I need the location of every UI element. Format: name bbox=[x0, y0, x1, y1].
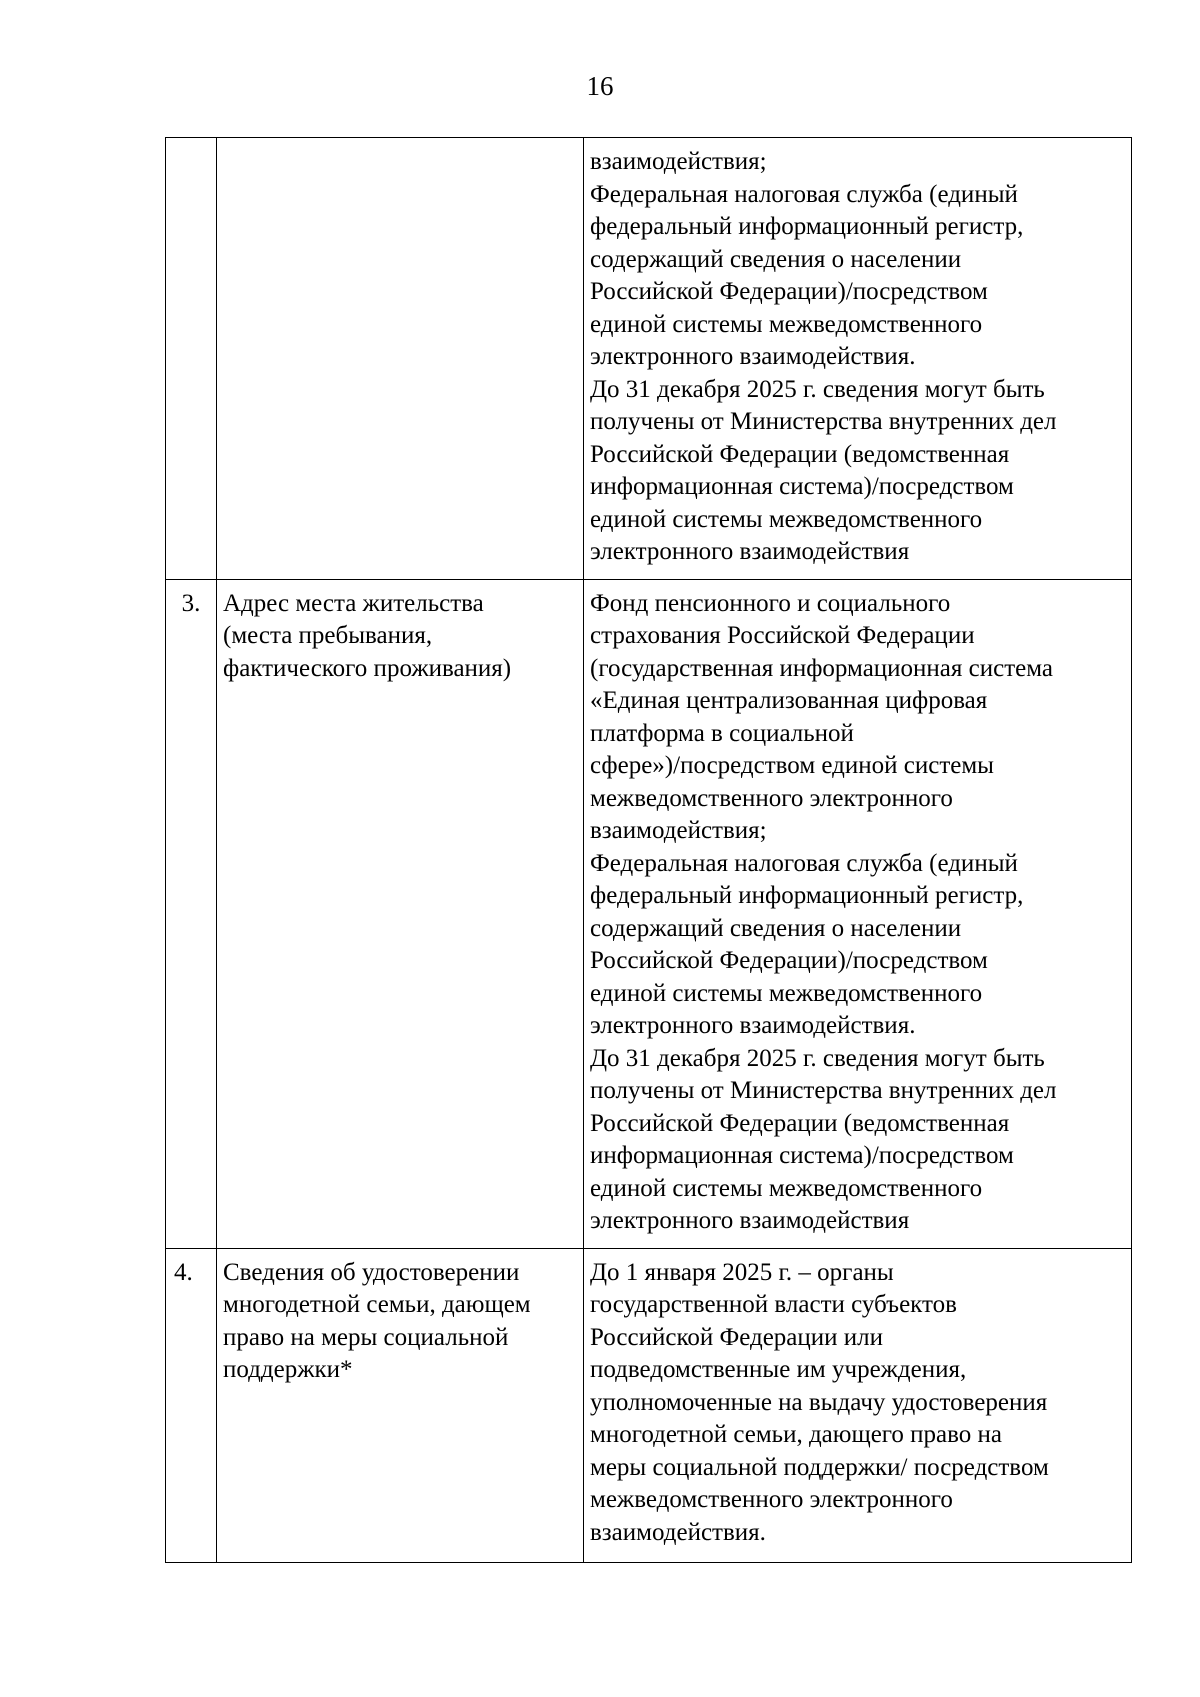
row-source: До 1 января 2025 г. – органы государственной власти субъектов Российской Федерации или подведомственные им учреждения, уполномоченные на выдачу удостоверения многодетной семьи, дающего право на меры социальной поддержки/ посредством межведомственного электронного взаимодействия. bbox=[584, 1248, 1132, 1562]
row-number bbox=[166, 138, 217, 580]
row-number: 4. bbox=[166, 1248, 217, 1562]
row-number: 3. bbox=[166, 579, 217, 1248]
row-name: Сведения об удостоверении многодетной семьи, дающем право на меры социальной поддержки* bbox=[217, 1248, 584, 1562]
data-sources-table bbox=[165, 137, 1132, 1563]
row-source: взаимодействия; Федеральная налоговая служба (единый федеральный информационный регистр, содержащий сведения о населении Российской Федерации)/посредством единой системы межведомственного электронного взаимодействия. До 31 декабря 2025 г. сведения могут быть получены от Министерства внутренних дел Российской Федерации (ведомственная информационная система)/посредством единой системы межведомственного электронного взаимодействия bbox=[584, 138, 1132, 580]
row-name bbox=[217, 138, 584, 580]
row-source: Фонд пенсионного и социального страхования Российской Федерации (государственная информационная система «Единая централизованная цифровая платформа в социальной сфере»)/посредством единой системы межведомственного электронного взаимодействия; Федеральная налоговая служба (единый федеральный информационный регистр, содержащий сведения о населении Российской Федерации)/посредством единой системы межведомственного электронного взаимодействия. До 31 декабря 2025 г. сведения могут быть получены от Министерства внутренних дел Российской Федерации (ведомственная информационная система)/посредством единой системы межведомственного электронного взаимодействия bbox=[584, 579, 1132, 1248]
row-name: Адрес места жительства (места пребывания, фактического проживания) bbox=[217, 579, 584, 1248]
table-row bbox=[166, 1248, 1132, 1562]
table-row bbox=[166, 138, 1132, 580]
page-number: 16 bbox=[586, 71, 614, 101]
table-row bbox=[166, 579, 1132, 1248]
